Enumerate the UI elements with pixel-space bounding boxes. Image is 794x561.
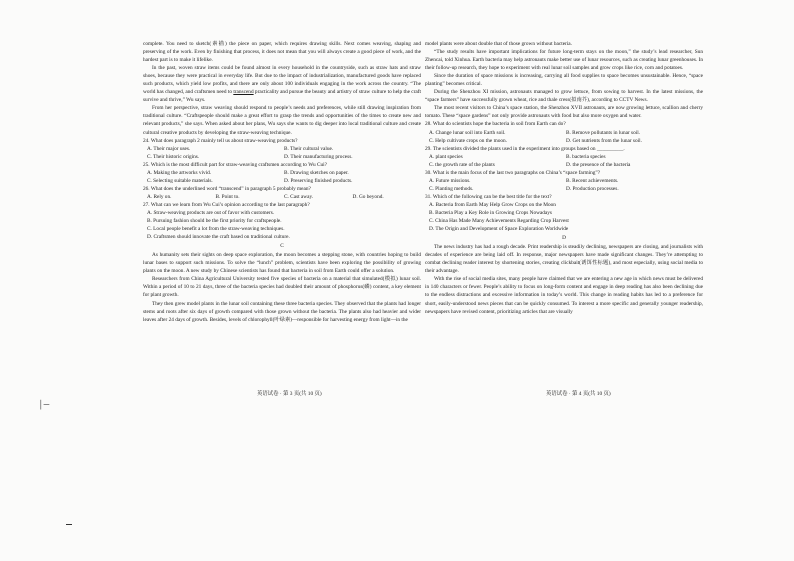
margin-mark: │─ <box>38 400 50 409</box>
option: B. Drawing sketches on paper. <box>284 169 349 176</box>
question-26-options <box>143 193 421 201</box>
paragraph: They then grew model plants in the lunar soil containing these three bacteria species. They observed that the plants had longer stems and roots after six days of growth compared with those grown without the bacteria. The plants also had heavier and wider leaves after 24 days of growth. Besides, levels of chlorophyll(叶绿素)—responsible for harvesting energy from light—in the <box>143 300 421 323</box>
question-25: 25. Which is the most difficult part for straw-weaving craftsmen according to Wu Cui? <box>143 161 327 168</box>
paragraph: With the rise of social media sites, many people have claimed that we are entering a new age in which news must be delivered in 140 characters or fewer. People’s ability to focus on long-form content and engage in deep reading has also been declining due to the endless distractions and excessive information in today’s world. This change in reading habits has led to a preference for short, easily-understood news pieces that can be quickly consumed. To interest a more specific and generally younger readership, newspapers have revised content, prioritizing articles that are visually <box>425 276 703 315</box>
question-28: 28. What do scientists hope the bacteria in soil from Earth can do? <box>425 121 566 128</box>
option: A. plant species <box>429 153 463 160</box>
paragraph: “The study results have important implications for future long-term stays on the moon,” the study’s lead researcher, Sun Zhencai, told Xinhua. Earth bacteria may help astronauts make better use of lunar resources, such as creating lunar greenhouses. In their follow-up research, they hope to experiment with real lunar soil samples and grow crops like rice, corn and potatoes. <box>425 49 703 72</box>
option: D. Craftsmen should innovate the craft based on traditional culture. <box>147 234 290 241</box>
option: C. the growth rate of the plants <box>429 161 495 168</box>
option: A. Bacteria from Earth May Help Grow Crops on the Moon <box>429 201 556 208</box>
option: C. Selecting suitable materials. <box>147 177 213 184</box>
option: C. Their historic origins. <box>147 153 200 160</box>
answer-blank: __________. <box>596 145 625 152</box>
page-3 <box>143 40 421 324</box>
option: B. Their cultural value. <box>284 145 334 152</box>
question-29-options <box>425 153 703 169</box>
option: D. Their manufacturing process. <box>284 153 353 160</box>
option: A. Their major uses. <box>147 145 191 152</box>
paragraph-text: practicality and pursue the beauty and artistry of straw culture to help the craft survive and thrive,” Wu says. <box>143 89 421 104</box>
section-heading-c: C <box>280 243 284 250</box>
option: C. China Has Made Many Achievements Regarding Crop Harvest <box>429 218 569 225</box>
question-27-options <box>143 209 421 241</box>
paragraph-text: In the past, woven straw items could be found almost in every household in the countryside, such as straw hats and straw shoes, because they were practical in everyday life. But due to the impact of industrialization, manufactured goods have replaced such products, which yield low profits, and there are only about 100 individuals engaging in the work across the country. “The world has changed, and craftsmen need to <box>143 65 421 96</box>
paragraph: model plants were about double that of those grown without bacteria. <box>425 41 572 47</box>
option: D. Production processes. <box>566 185 619 192</box>
option: A. Change lunar soil into Earth soil. <box>429 129 506 136</box>
option: B. Remove pollutants in lunar soil. <box>566 129 641 136</box>
paragraph: The most recent visitors to China’s space station, the Shenzhou XVII astronauts, are now growing lettuce, scallion and cherry tomato. These “space gardens” not only provide astronauts with food but also more oxygen and water. <box>425 105 703 120</box>
question-29 <box>425 145 703 153</box>
section-heading-d: D <box>562 235 566 242</box>
option: B. Recent achievements. <box>566 177 619 184</box>
option: A. Straw-weaving products are out of favor with customers. <box>147 209 275 216</box>
option: A. Future missions. <box>429 177 471 184</box>
question-30-options <box>425 177 703 193</box>
option: C. Local people benefit a lot from the straw-weaving techniques. <box>147 226 285 233</box>
underlined-word: transcend <box>233 89 254 96</box>
page-4 <box>425 40 703 316</box>
question-26: 26. What does the underlined word “transcend” in paragraph 5 probably mean? <box>143 185 311 192</box>
paragraph: From her perspective, straw weaving should respond to people’s needs and preferences, while still drawing inspiration from traditional culture. “Craftspeople should make a great effort to grasp the trends and opportunities of the times to create new and relevant products,” she says. When asked about her plans, Wu says she wants to dig deeper into local traditional culture and create cultural creative products by developing the straw-weaving technique. <box>143 105 421 136</box>
option: A. Making the artworks vivid. <box>147 169 212 176</box>
option: A. Rely on. <box>147 193 172 200</box>
paragraph <box>143 64 421 104</box>
paragraph: complete. You need to sketch(素描) the piece on paper, which requires drawing skills. Next comes weaving, shaping and preserving of the work. Even by finishing that process, it does not mean that you will always create a good piece of work, and the hardest part is to make it lifelike. <box>143 41 421 64</box>
option: D. the presence of the bacteria <box>566 161 631 168</box>
question-25-options <box>143 169 421 185</box>
question-31-options <box>425 201 703 233</box>
option: D. The Origin and Development of Space Exploration Worldwide <box>429 226 569 233</box>
option: B. Point to. <box>215 193 240 200</box>
question-24: 24. What does paragraph 2 mainly tell us about straw-weaving products? <box>143 137 298 144</box>
option: D. Get nutrients from the lunar soil. <box>566 137 642 144</box>
paragraph: The news industry has had a rough decade. Print readership is steadily declining, newspapers are closing, and journalists with decades of experience are being laid off. In response, major newspapers have made significant changes. They’re attempting to combat declining reader interest by shortening stories, creating clickbait(诱饵性标题), and most especially, using social media to their advantage. <box>425 244 703 275</box>
paragraph: Researchers from China Agricultural University tested five species of bacteria on a material that simulated(模拟) lunar soil. Within a period of 10 to 21 days, three of the bacteria species had doubled their amount of phosphorus(磷) content, a key element for plant growth. <box>143 276 421 299</box>
question-27: 27. What can we learn from Wu Cui’s opinion according to the last paragraph? <box>143 201 310 208</box>
option: C. Help cultivate crops on the moon. <box>429 137 507 144</box>
option: B. Pursuing fashion should be the first priority for craftspeople. <box>147 218 282 225</box>
question-31: 31. Which of the following can be the best title for the text? <box>425 193 552 200</box>
option: D. Go beyond. <box>352 193 384 200</box>
margin-dash <box>66 524 72 525</box>
question-30: 30. What is the main focus of the last two paragraphs on China’s “space farming”? <box>425 169 601 176</box>
paragraph: During the Shenzhou XI mission, astronauts managed to grow lettuce, from sowing to harvest. In the latest missions, the “space farmers” have successfully grown wheat, rice and thale cress(拟南芥), according to CCTV News. <box>425 89 703 104</box>
option: C. Planting methods. <box>429 185 474 192</box>
page-footer-right: 英语试卷 · 第 4 页(共 10 页) <box>546 391 611 397</box>
option: D. Preserving finished products. <box>284 177 353 184</box>
option: C. Cast away. <box>284 193 314 200</box>
question-text: 29. The scientists divided the plants used in the experiment into groups based on <box>425 145 596 152</box>
question-24-options <box>143 145 421 161</box>
question-28-options <box>425 129 703 145</box>
paragraph: Since the duration of space missions is increasing, carrying all food supplies to space becomes unsustainable. Hence, “space planting” becomes critical. <box>425 73 703 88</box>
option: B. bacteria species <box>566 153 606 160</box>
paragraph: As humanity sets their sights on deep space exploration, the moon becomes a stepping stone, with countries hoping to build lunar bases to support such missions. To solve the “lunch” problem, scientists have been exploring the possibility of growing plants on the moon. A new study by Chinese scientists has found that bacteria in soil from Earth could offer a solution. <box>143 252 421 275</box>
option: B. Bacteria Play a Key Role in Growing Crops Nowadays <box>429 209 552 216</box>
page-footer-left: 英语试卷 · 第 3 页(共 10 页) <box>257 391 322 397</box>
